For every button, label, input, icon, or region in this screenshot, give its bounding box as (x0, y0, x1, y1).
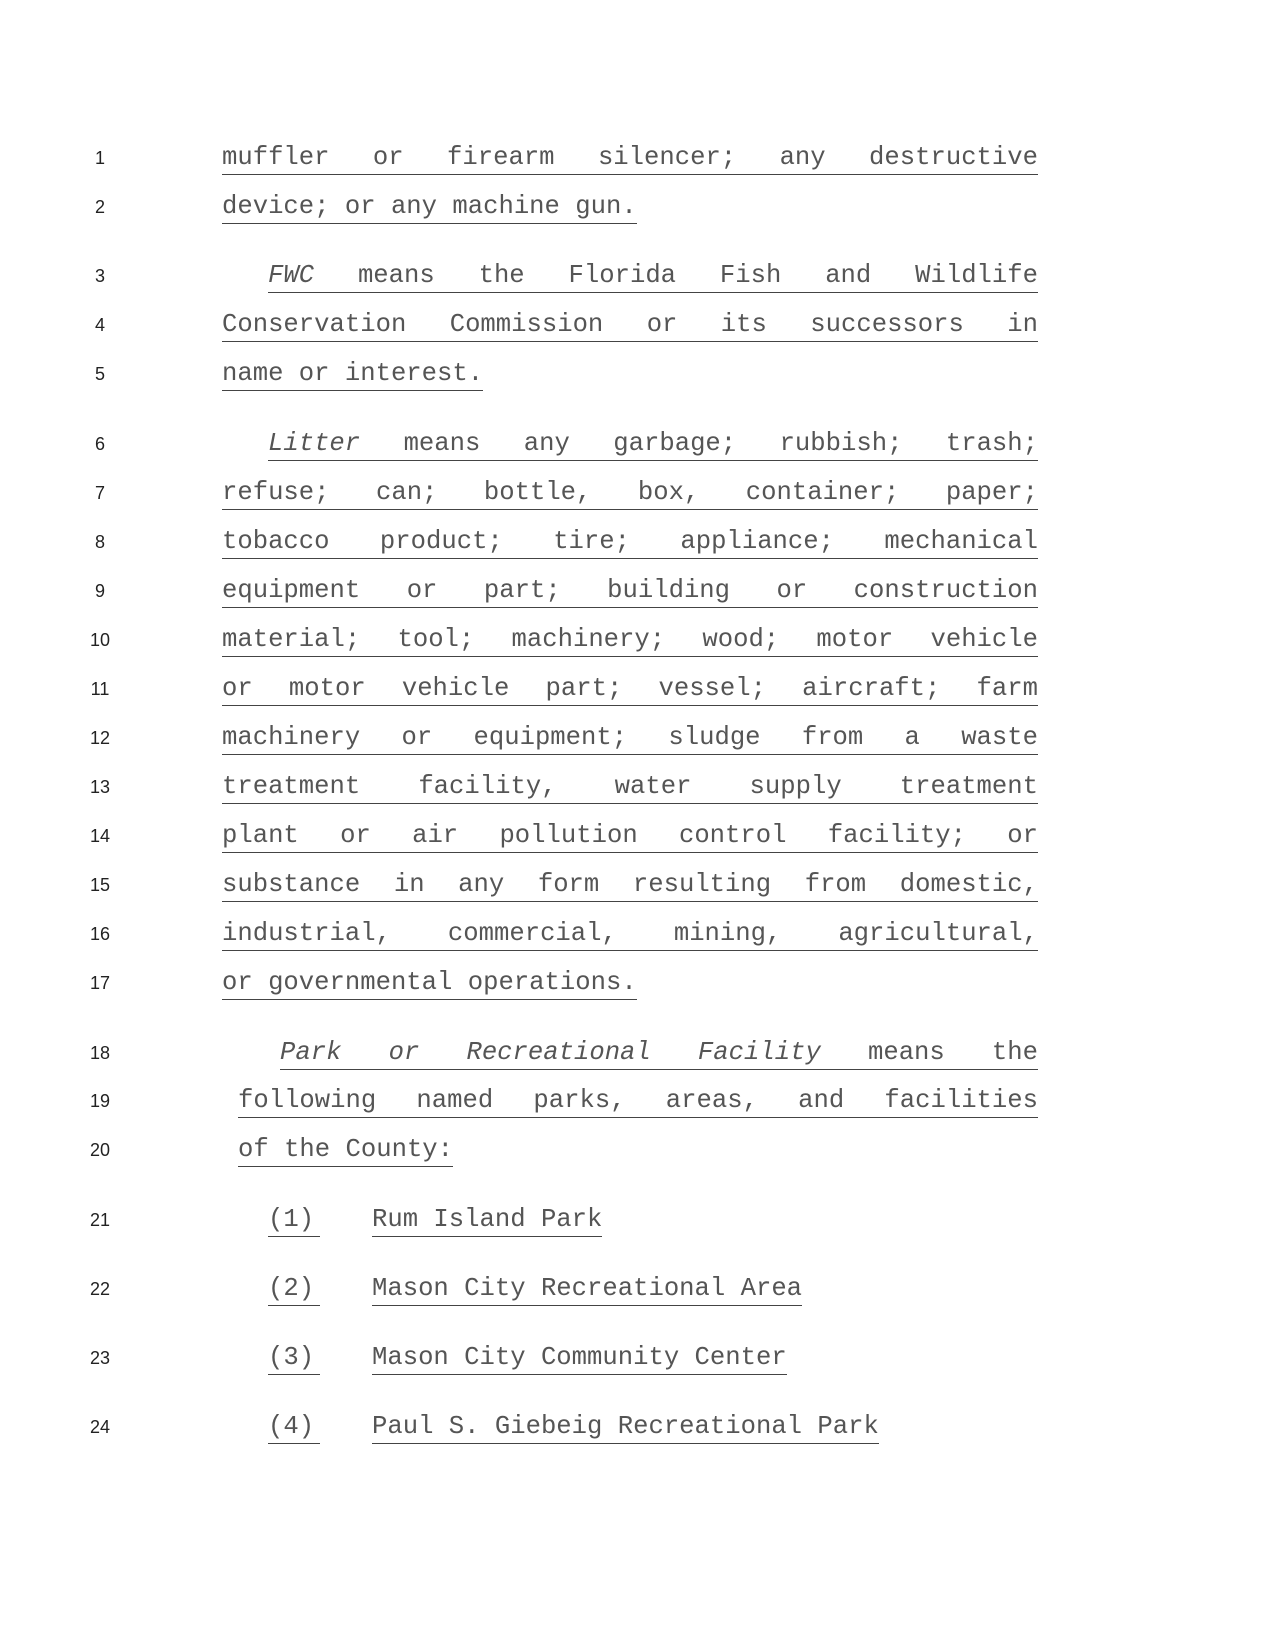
paragraph-text: refuse; can; bottle, box, container; paper; (222, 471, 1038, 510)
document-line (0, 569, 1275, 613)
line-number: 7 (94, 483, 105, 503)
paragraph-text: or governmental operations. (222, 961, 637, 1000)
definition-first-line (268, 422, 1038, 461)
line-number: 4 (94, 315, 105, 335)
document-line (0, 618, 1275, 662)
line-number: 24 (89, 1417, 111, 1437)
paragraph-text: industrial, commercial, mining, agricultural, (222, 912, 1038, 951)
definition-first-line (280, 1031, 1038, 1070)
list-item-number: (2) (268, 1267, 320, 1306)
list-item (0, 1336, 1275, 1380)
paragraph-text: plant or air pollution control facility; or (222, 814, 1038, 853)
paragraph-text: following named parks, areas, and facilities (238, 1079, 1038, 1118)
document-line (0, 471, 1275, 515)
document-line (0, 863, 1275, 907)
line-number: 12 (89, 728, 111, 748)
list-item-text: Mason City Recreational Area (372, 1267, 802, 1306)
list-item (0, 1267, 1275, 1311)
paragraph-text: device; or any machine gun. (222, 185, 637, 224)
paragraph-text: means the (867, 1038, 1039, 1067)
line-number: 11 (90, 679, 110, 699)
document-line (0, 814, 1275, 858)
paragraph-text: material; tool; machinery; wood; motor vehicle (222, 618, 1038, 657)
list-item-text: Mason City Community Center (372, 1336, 787, 1375)
document-line (0, 1031, 1275, 1075)
line-number: 3 (94, 266, 105, 286)
paragraph-text: tobacco product; tire; appliance; mechanical (222, 520, 1038, 559)
line-number: 15 (89, 875, 111, 895)
line-number: 5 (94, 364, 105, 384)
document-line (0, 961, 1275, 1005)
paragraph-text: machinery or equipment; sludge from a waste (222, 716, 1038, 755)
document-line (0, 254, 1275, 298)
document-line (0, 136, 1275, 180)
line-number: 21 (89, 1210, 111, 1230)
document-line (0, 352, 1275, 396)
defined-term: FWC (268, 261, 315, 290)
line-number: 23 (89, 1348, 111, 1368)
paragraph-text: means any garbage; rubbish; trash; (403, 429, 1039, 458)
document-line (0, 1128, 1275, 1172)
line-number: 2 (94, 197, 105, 217)
defined-term: Park or Recreational Facility (280, 1038, 821, 1067)
document-line (0, 185, 1275, 229)
list-item-number: (4) (268, 1405, 320, 1444)
list-item-number: (1) (268, 1198, 320, 1237)
document-line (0, 520, 1275, 564)
document-line (0, 912, 1275, 956)
paragraph-text: treatment facility, water supply treatment (222, 765, 1038, 804)
document-line (0, 303, 1275, 347)
line-number: 9 (94, 581, 105, 601)
line-number: 19 (89, 1091, 111, 1111)
line-number: 22 (89, 1279, 111, 1299)
paragraph-text: Conservation Commission or its successors in (222, 303, 1038, 342)
line-number: 10 (89, 630, 111, 650)
paragraph-text: or motor vehicle part; vessel; aircraft; farm (222, 667, 1038, 706)
line-number: 18 (89, 1043, 111, 1063)
defined-term: Litter (268, 429, 361, 458)
line-number: 17 (89, 973, 111, 993)
document-line (0, 765, 1275, 809)
list-item-text: Rum Island Park (372, 1198, 602, 1237)
paragraph-text: of the County: (238, 1128, 453, 1167)
line-number: 6 (94, 434, 105, 454)
list-item (0, 1198, 1275, 1242)
paragraph-text: means the Florida Fish and Wildlife (357, 261, 1038, 290)
line-number: 20 (89, 1140, 111, 1160)
paragraph-text: substance in any form resulting from domestic, (222, 863, 1038, 902)
line-number: 1 (94, 148, 105, 168)
line-number: 16 (89, 924, 111, 944)
line-number: 8 (94, 532, 105, 552)
paragraph-text: name or interest. (222, 352, 483, 391)
document-line (0, 716, 1275, 760)
document-line (0, 422, 1275, 466)
paragraph-text: muffler or firearm silencer; any destructive (222, 136, 1038, 175)
line-number: 13 (89, 777, 111, 797)
list-item (0, 1405, 1275, 1449)
list-item-number: (3) (268, 1336, 320, 1375)
document-line (0, 667, 1275, 711)
definition-first-line (268, 254, 1038, 293)
paragraph-text: equipment or part; building or construction (222, 569, 1038, 608)
line-number: 14 (89, 826, 111, 846)
list-item-text: Paul S. Giebeig Recreational Park (372, 1405, 879, 1444)
document-line (0, 1079, 1275, 1123)
